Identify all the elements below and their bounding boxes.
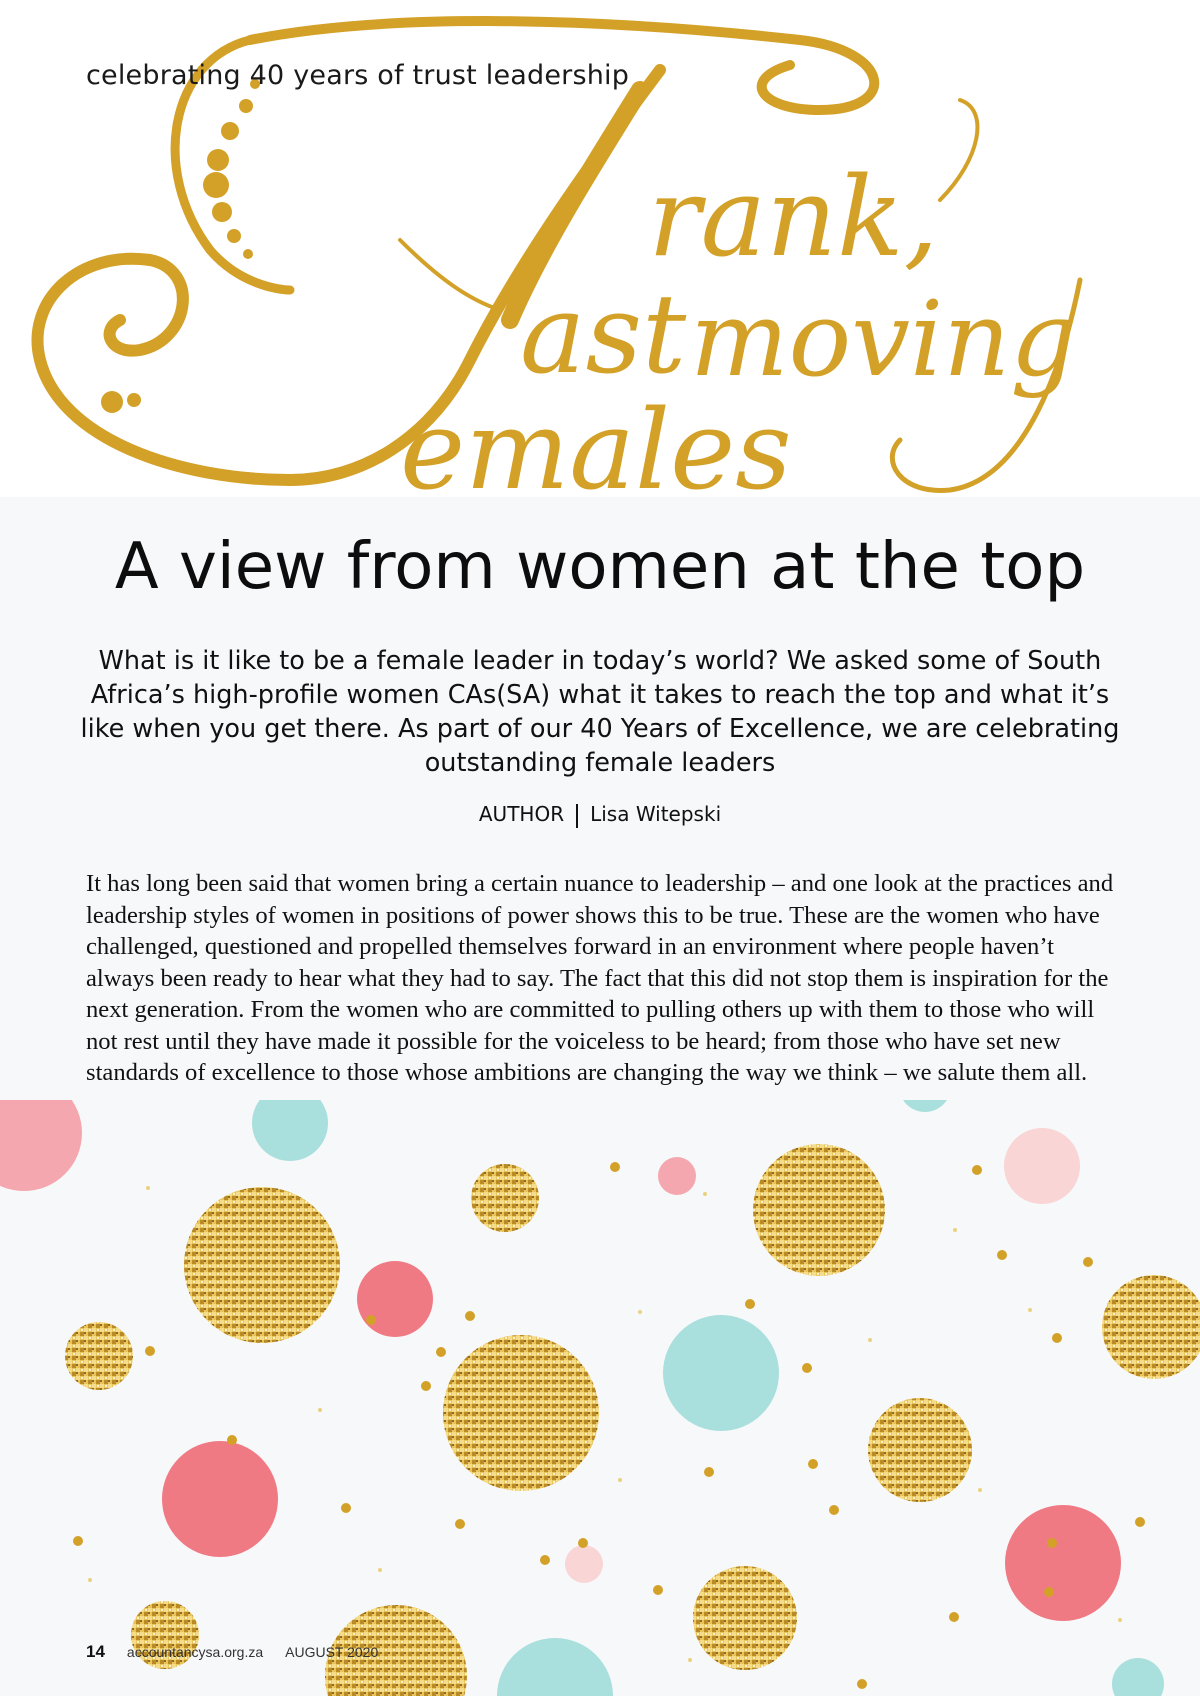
byline-divider <box>576 804 578 828</box>
logo-word-moving: moving <box>690 278 1077 400</box>
issue-date: AUGUST 2020 <box>285 1644 379 1660</box>
page-title: A view from women at the top <box>114 530 1086 604</box>
logo-word-fast: ast <box>520 270 687 398</box>
decorative-confetti-dots <box>0 1100 1200 1696</box>
byline-label: AUTHOR <box>478 802 565 826</box>
logo-word-females: emales <box>400 386 792 497</box>
page-footer <box>86 1642 378 1662</box>
standfirst: What is it like to be a female leader in today’s world? We asked some of South Africa’s high-profile women CAs(SA) what it takes to reach the top and what it’s like when you get there. As part of our 40 Years of Excellence, we are celebrating outstanding female leaders <box>80 646 1120 778</box>
site-url: accountancysa.org.za <box>126 1644 264 1660</box>
byline <box>0 802 1200 828</box>
intro-paragraph: It has long been said that women bring a certain nuance to leadership – and one look at the practices and leadership styles of women in positions of power shows this to be true. These are the women who have challenged, questioned and propelled themselves forward in an environment where people haven’t always been ready to hear what they had to say. The fact that this did not stop them is inspiration for the next generation. From the women who are committed to pulling others up with them to those who will not rest until they have made it possible for the voiceless to be heard; from those who have set new standards of excellence to those whose ambitions are changing the way we think – we salute them all. <box>86 870 1114 1086</box>
series-kicker: celebrating 40 years of trust leadership <box>86 60 630 91</box>
page-number: 14 <box>86 1642 105 1661</box>
author-name: Lisa Witepski <box>590 802 722 826</box>
logo-word-frank: rank, <box>648 153 939 281</box>
